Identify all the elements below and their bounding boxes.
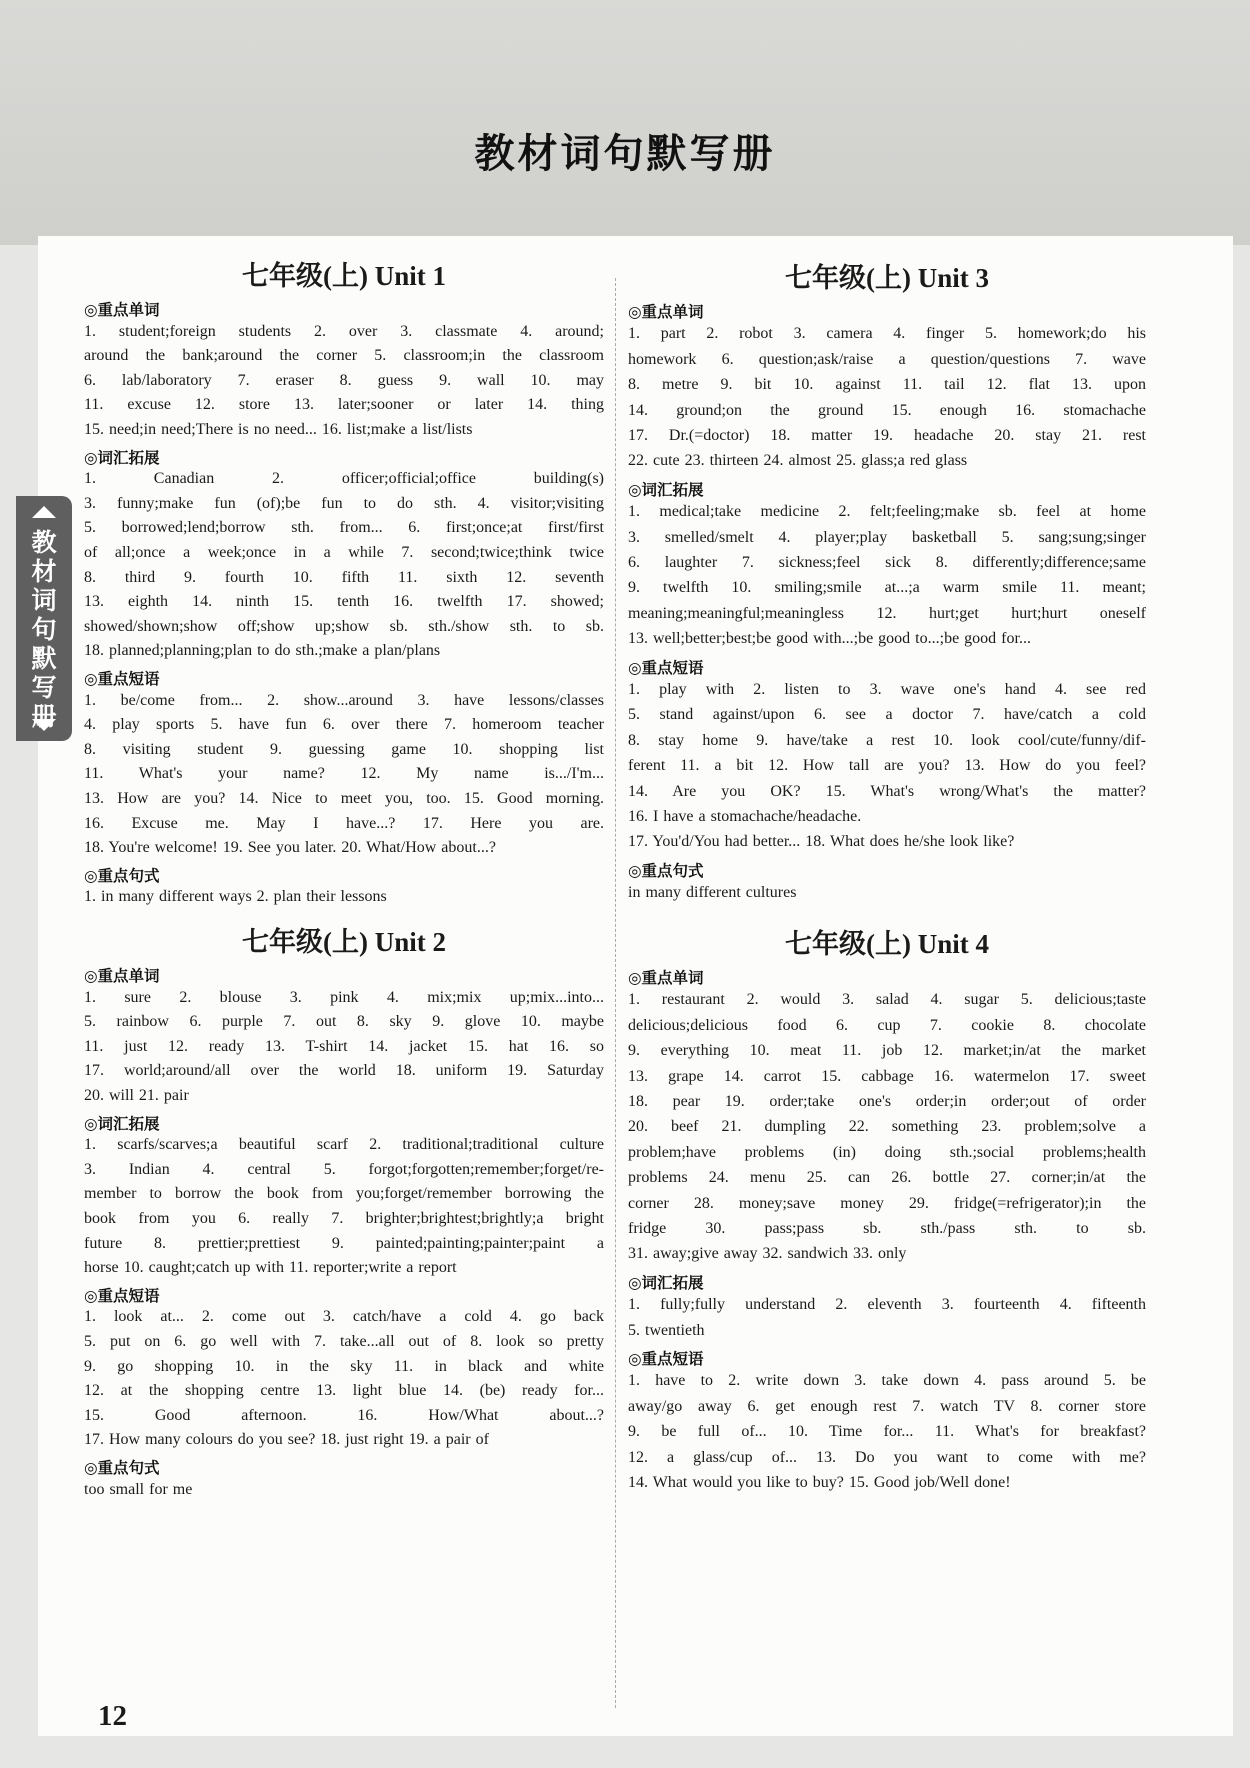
entry-line: 17. You'd/You had better... 18. What does he/she look like? [628, 833, 1015, 851]
entry-line: 1. student;foreign students 2. over 3. classmate 4. around; [84, 322, 604, 340]
section-heading: ◎词汇拓展 [628, 480, 704, 499]
entry-line: 1. scarfs/scarves;a beautiful scarf 2. traditional;traditional culture [84, 1136, 604, 1154]
entry-line: showed/shown;show off;show up;show sb. sth./show sth. to sb. [84, 617, 604, 635]
entry-line: 14. ground;on the ground 15. enough 16. stomachache [628, 401, 1146, 419]
section-heading: ◎重点单词 [628, 303, 704, 321]
page-title: 教材词句默写册 [474, 131, 776, 177]
arrow-up-icon [32, 506, 56, 518]
entry-line: 13. grape 14. carrot 15. cabbage 16. watermelon 17. sweet [628, 1067, 1146, 1085]
entry-line: 11. What's your name? 12. My name is.../I'm... [84, 765, 604, 783]
entry-line: 1. look at... 2. come out 3. catch/have a cold 4. go back [84, 1308, 604, 1326]
entry-line: 11. just 12. ready 13. T-shirt 14. jacket 15. hat 16. so [84, 1037, 604, 1055]
entry-line: 3. funny;make fun (of);be fun to do sth. 4. visitor;visiting [84, 494, 604, 512]
entry-line: 20. will 21. pair [84, 1087, 189, 1104]
section-heading: ◎重点句式 [84, 866, 160, 885]
unit-title: 七年级(上) Unit 2 [242, 927, 446, 957]
entry-line: 18. pear 19. order;take one's order;in order;out of order [628, 1093, 1146, 1110]
entry-line: 5. stand against/upon 6. see a doctor 7. have/catch a cold [628, 706, 1146, 724]
entry-line: delicious;delicious food 6. cup 7. cookie 8. chocolate [628, 1016, 1146, 1034]
entry-line: 8. stay home 9. have/take a rest 10. look cool/cute/funny/dif- [628, 731, 1146, 749]
entry-line: 1. part 2. robot 3. camera 4. finger 5. homework;do his [628, 325, 1146, 343]
section-heading: ◎重点短语 [84, 670, 160, 688]
entry-line: problem;have problems (in) doing sth.;social problems;health [628, 1143, 1146, 1161]
entry-line: 5. rainbow 6. purple 7. out 8. sky 9. glove 10. maybe [84, 1013, 604, 1031]
entry-line: 5. borrowed;lend;borrow sth. from... 6. first;once;at first/first [84, 519, 604, 537]
column-divider [615, 278, 616, 1708]
entry-line: too small for me [84, 1480, 193, 1498]
entry-line: 13. eighth 14. ninth 15. tenth 16. twelfth 17. showed; [84, 593, 604, 611]
entry-line: 8. third 9. fourth 10. fifth 11. sixth 12. seventh [84, 568, 604, 586]
unit-title: 七年级(上) Unit 4 [785, 929, 989, 959]
section-heading: ◎词汇拓展 [628, 1273, 704, 1292]
entry-line: 18. You're welcome! 19. See you later. 20. What/How about...? [84, 839, 496, 857]
entry-line: 31. away;give away 32. sandwich 33. only [628, 1245, 907, 1263]
section-heading: ◎重点句式 [84, 1459, 160, 1477]
entry-line: 8. metre 9. bit 10. against 11. tail 12. flat 13. upon [628, 376, 1146, 394]
entry-line: of all;once a week;once in a while 7. second;twice;think twice [84, 544, 604, 561]
entry-line: away/go away 6. get enough rest 7. watch TV 8. corner store [628, 1397, 1146, 1415]
entry-line: 9. be full of... 10. Time for... 11. What's for breakfast? [628, 1423, 1146, 1441]
entry-line: around the bank;around the corner 5. classroom;in the classroom [84, 347, 604, 365]
section-heading: ◎重点句式 [628, 861, 704, 880]
entry-line: 17. Dr.(=doctor) 18. matter 19. headache 20. stay 21. rest [628, 427, 1146, 444]
unit-title: 七年级(上) Unit 3 [785, 263, 989, 293]
entry-line: problems 24. menu 25. can 26. bottle 27. corner;in/at the [628, 1169, 1146, 1187]
section-heading: ◎重点单词 [84, 301, 160, 319]
entry-line: 11. excuse 12. store 13. later;sooner or later 14. thing [84, 396, 604, 414]
section-heading: ◎重点短语 [628, 1350, 704, 1368]
entry-line: 3. smelled/smelt 4. player;play basketball 5. sang;sung;singer [628, 528, 1146, 546]
entry-line: 9. twelfth 10. smiling;smile at...;a warm smile 11. meant; [628, 579, 1146, 597]
entry-line: 1. be/come from... 2. show...around 3. have lessons/classes [84, 691, 604, 709]
entry-line: 6. laughter 7. sickness;feel sick 8. differently;difference;same [628, 554, 1146, 571]
entry-line: 1. in many different ways 2. plan their lessons [84, 888, 387, 906]
entry-line: future 8. prettier;prettiest 9. painted;painting;painter;paint a [84, 1234, 604, 1252]
entry-line: 16. Excuse me. May I have...? 17. Here you are. [84, 814, 604, 832]
entry-line: 14. Are you OK? 15. What's wrong/What's the matter? [628, 782, 1146, 800]
entry-line: 14. What would you like to buy? 15. Good job/Well done! [628, 1474, 1011, 1491]
entry-line: homework 6. question;ask/raise a question/questions 7. wave [628, 350, 1146, 368]
entry-line: 17. world;around/all over the world 18. uniform 19. Saturday [84, 1062, 604, 1080]
entry-line: member to borrow the book from you;forget/remember borrowing the [84, 1185, 604, 1203]
entry-line: 15. Good afternoon. 16. How/What about...? [84, 1406, 604, 1424]
section-heading: ◎词汇拓展 [84, 448, 160, 467]
arrow-down-icon [32, 719, 56, 731]
entry-line: 12. a glass/cup of... 13. Do you want to come with me? [628, 1448, 1146, 1466]
entry-line: 13. well;better;best;be good with...;be good to...;be good for... [628, 630, 1031, 648]
entry-line: 15. need;in need;There is no need... 16. list;make a list/lists [84, 421, 473, 438]
entry-line: fridge 30. pass;pass sb. sth./pass sth. to sb. [628, 1220, 1146, 1237]
entry-line: 12. at the shopping centre 13. light blue 14. (be) ready for... [84, 1382, 604, 1400]
entry-line: 9. everything 10. meat 11. job 12. market;in/at the market [628, 1042, 1146, 1060]
section-heading: ◎重点单词 [628, 969, 704, 987]
side-tab [16, 496, 72, 741]
entry-line: 16. I have a stomachache/headache. [628, 808, 862, 825]
entry-line: in many different cultures [628, 884, 797, 902]
page-number: 12 [98, 1700, 127, 1732]
entry-line: 1. restaurant 2. would 3. salad 4. sugar 5. delicious;taste [628, 991, 1146, 1009]
entry-line: book from you 6. really 7. brighter;brightest;brightly;a bright [84, 1210, 604, 1227]
entry-line: meaning;meaningful;meaningless 12. hurt;get hurt;hurt oneself [628, 604, 1146, 622]
entry-line: 1. play with 2. listen to 3. wave one's hand 4. see red [628, 681, 1146, 698]
entry-line: 3. Indian 4. central 5. forgot;forgotten;remember;forget/re- [84, 1160, 604, 1178]
entry-line: 9. go shopping 10. in the sky 11. in black and white [84, 1357, 604, 1375]
section-heading: ◎词汇拓展 [84, 1114, 160, 1133]
entry-line: 5. twentieth [628, 1321, 705, 1339]
entry-line: 18. planned;planning;plan to do sth.;make a plan/plans [84, 642, 441, 660]
side-tab-label: 教 材 词 句 默 写 册 [31, 528, 57, 731]
entry-line: corner 28. money;save money 29. fridge(=refrigerator);in the [628, 1194, 1146, 1212]
entry-line: 13. How are you? 14. Nice to meet you, too. 15. Good morning. [84, 790, 604, 807]
entry-line: 1. have to 2. write down 3. take down 4. pass around 5. be [628, 1372, 1146, 1390]
entry-line: 4. play sports 5. have fun 6. over there 7. homeroom teacher [84, 716, 604, 734]
entry-line: 1. sure 2. blouse 3. pink 4. mix;mix up;mix...into... [84, 988, 604, 1006]
entry-line: ferent 11. a bit 12. How tall are you? 13. How do you feel? [628, 757, 1146, 775]
entry-line: 1. medical;take medicine 2. felt;feeling;make sb. feel at home [628, 503, 1146, 521]
entry-line: 17. How many colours do you see? 18. just right 19. a pair of [84, 1431, 489, 1449]
unit-title: 七年级(上) Unit 1 [242, 261, 446, 291]
entry-line: horse 10. caught;catch up with 11. reporter;write a report [84, 1259, 457, 1277]
entry-line: 8. visiting student 9. guessing game 10. shopping list [84, 740, 604, 758]
entry-line: 1. Canadian 2. officer;official;office building(s) [84, 470, 604, 488]
entry-line: 1. fully;fully understand 2. eleventh 3. fourteenth 4. fifteenth [628, 1296, 1146, 1314]
section-heading: ◎重点短语 [84, 1286, 160, 1305]
section-heading: ◎重点单词 [84, 967, 160, 985]
entry-line: 20. beef 21. dumpling 22. something 23. problem;solve a [628, 1118, 1146, 1136]
section-heading: ◎重点短语 [628, 658, 704, 677]
entry-line: 6. lab/laboratory 7. eraser 8. guess 9. wall 10. may [84, 371, 604, 389]
entry-line: 22. cute 23. thirteen 24. almost 25. glass;a red glass [628, 452, 968, 470]
entry-line: 5. put on 6. go well with 7. take...all out of 8. look so pretty [84, 1333, 604, 1350]
